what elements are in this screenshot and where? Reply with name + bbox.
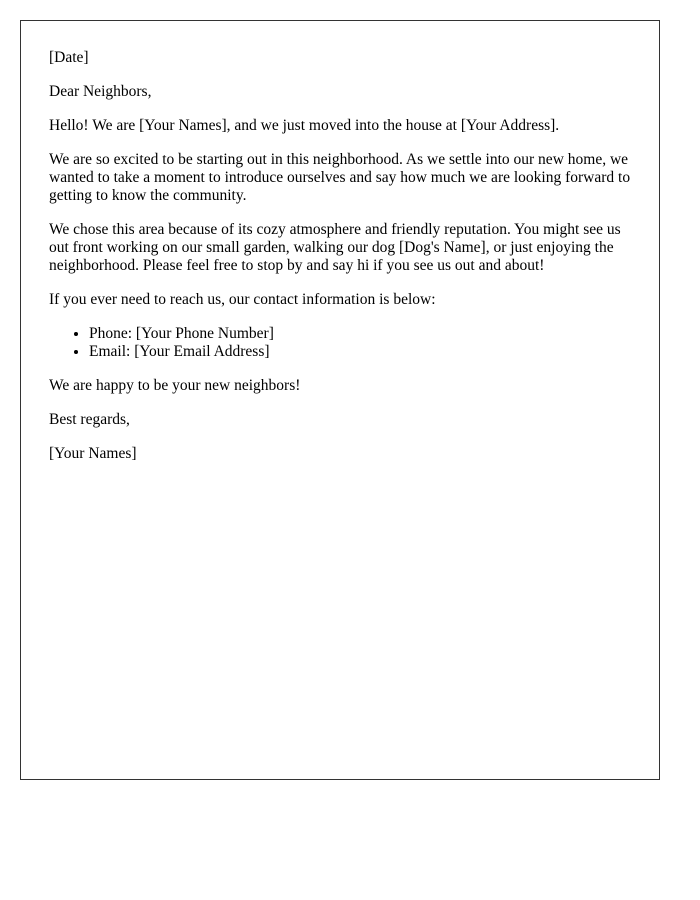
contact-list — [49, 325, 631, 361]
letter-intro: Hello! We are [Your Names], and we just moved into the house at [Your Address]. — [49, 117, 560, 134]
letter-salutation: Dear Neighbors, — [49, 83, 152, 100]
contact-email: • Email: [Your Email Address] — [89, 343, 631, 361]
signoff: Best regards, — [49, 411, 130, 428]
letter-date: [Date] — [49, 49, 89, 66]
contact-phone: • Phone: [Your Phone Number] — [89, 325, 631, 343]
contact-intro: If you ever need to reach us, our contact information is below: — [49, 291, 436, 308]
closing-line: We are happy to be your new neighbors! — [49, 377, 301, 394]
letter-paragraph-1: We are so excited to be starting out in this neighborhood. As we settle into our new home, we wanted to take a moment to introduce ourselves and say how much we are looking forward to getting to know the community. — [49, 151, 631, 204]
signature: [Your Names] — [49, 445, 137, 462]
letter-paragraph-2: We chose this area because of its cozy atmosphere and friendly reputation. You might see us out front working on our small garden, walking our dog [Dog's Name], or just enjoying the neighborhood. Please feel free to stop by and say hi if you see us out and about! — [49, 221, 621, 274]
letter-page — [20, 20, 660, 780]
